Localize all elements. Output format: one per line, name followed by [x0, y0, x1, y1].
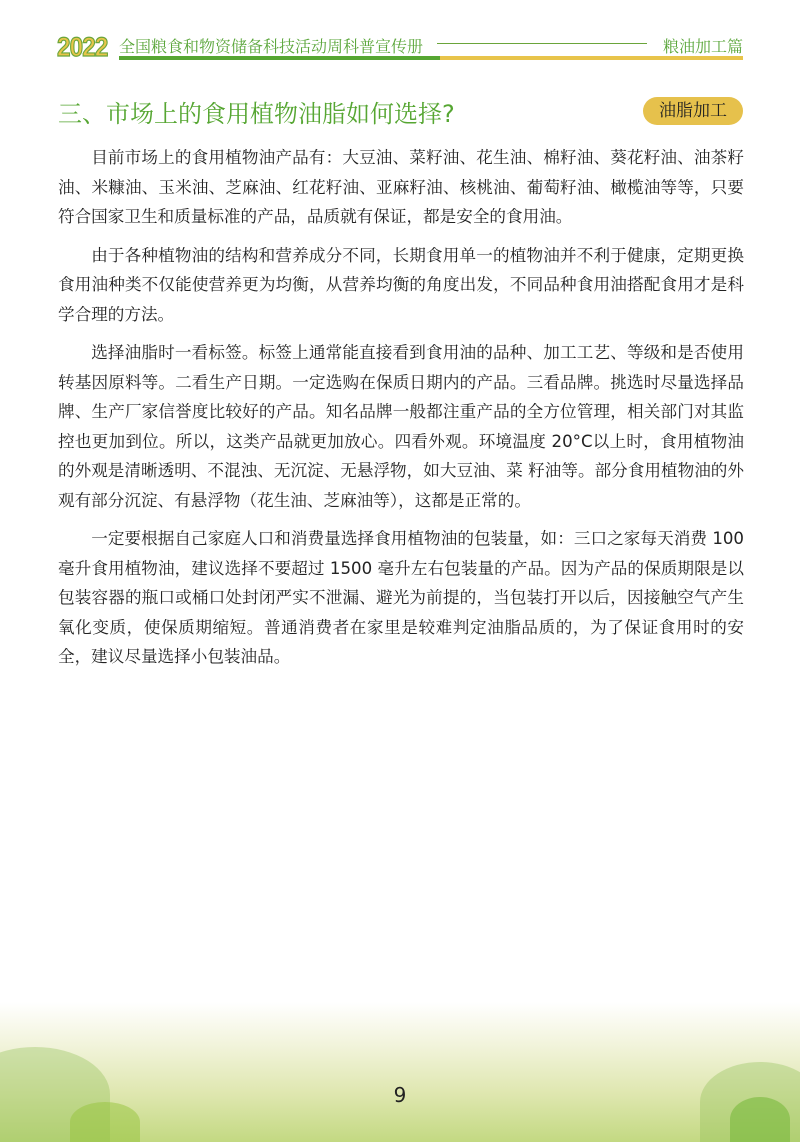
paragraph: 一定要根据自己家庭人口和消费量选择食用植物油的包装量，如：三口之家每天消费 100 毫升食用植物油，建议选择不要超过 1500 毫升左右包装量的产品。因为产品的保质期限是以包装容器的瓶口或桶口处封闭严实不泄漏、避光为前提的，当包装打开以后，因接触空气产生氧化变质，使保质期缩短。普通消费者在家里是较难判定油脂品质的，为了保证食用时的安全，建议尽量选择小包装油品。: [58, 529, 744, 666]
section-heading: 三、市场上的食用植物油脂如何选择?: [58, 100, 455, 128]
hill-decoration: [70, 1102, 140, 1142]
paragraph: 选择油脂时一看标签。标签上通常能直接看到食用油的品种、加工工艺、等级和是否使用转基因原料等。二看生产日期。一定选购在保质日期内的产品。三看品牌。挑选时尽量选择品牌、生产厂家信誉度比较好的产品。知名品牌一般都注重产品的全方位管理，相关部门对其监控也更加到位。所以，这类产品就更加放心。四看外观。环境温度 20°C以上时，食用植物油的外观是清晰透明、不混浊、无沉淀、无悬浮物，如大豆油、菜 籽油等。部分食用植物油的外观有部分沉淀、有悬浮物（花生油、芝麻油等），这都是正常的。: [58, 343, 744, 510]
page-header: [57, 30, 743, 60]
header-divider: [437, 43, 647, 44]
header-year: 2022: [57, 32, 108, 62]
header-title: 全国粮食和物资储备科技活动周科普宣传册: [119, 37, 424, 56]
paragraph: 目前市场上的食用植物油产品有：大豆油、菜籽油、花生油、棉籽油、葵花籽油、油茶籽油、米糠油、玉米油、芝麻油、红花籽油、亚麻籽油、核桃油、葡萄籽油、橄榄油等等，只要符合国家卫生和质量标准的产品，品质就有保证，都是安全的食用油。: [58, 148, 744, 226]
category-badge: 油脂加工: [643, 97, 743, 125]
header-bar-green: [119, 56, 440, 60]
header-bar-yellow: [440, 56, 743, 60]
page-number: 9: [393, 1083, 407, 1107]
body-text: [58, 143, 744, 681]
footer-background: [0, 1002, 800, 1142]
header-section: 粮油加工篇: [662, 37, 743, 56]
paragraph: 由于各种植物油的结构和营养成分不同，长期食用单一的植物油并不利于健康，定期更换食用油种类不仅能使营养更为均衡，从营养均衡的角度出发，不同品种食用油搭配食用才是科学合理的方法。: [58, 245, 744, 324]
